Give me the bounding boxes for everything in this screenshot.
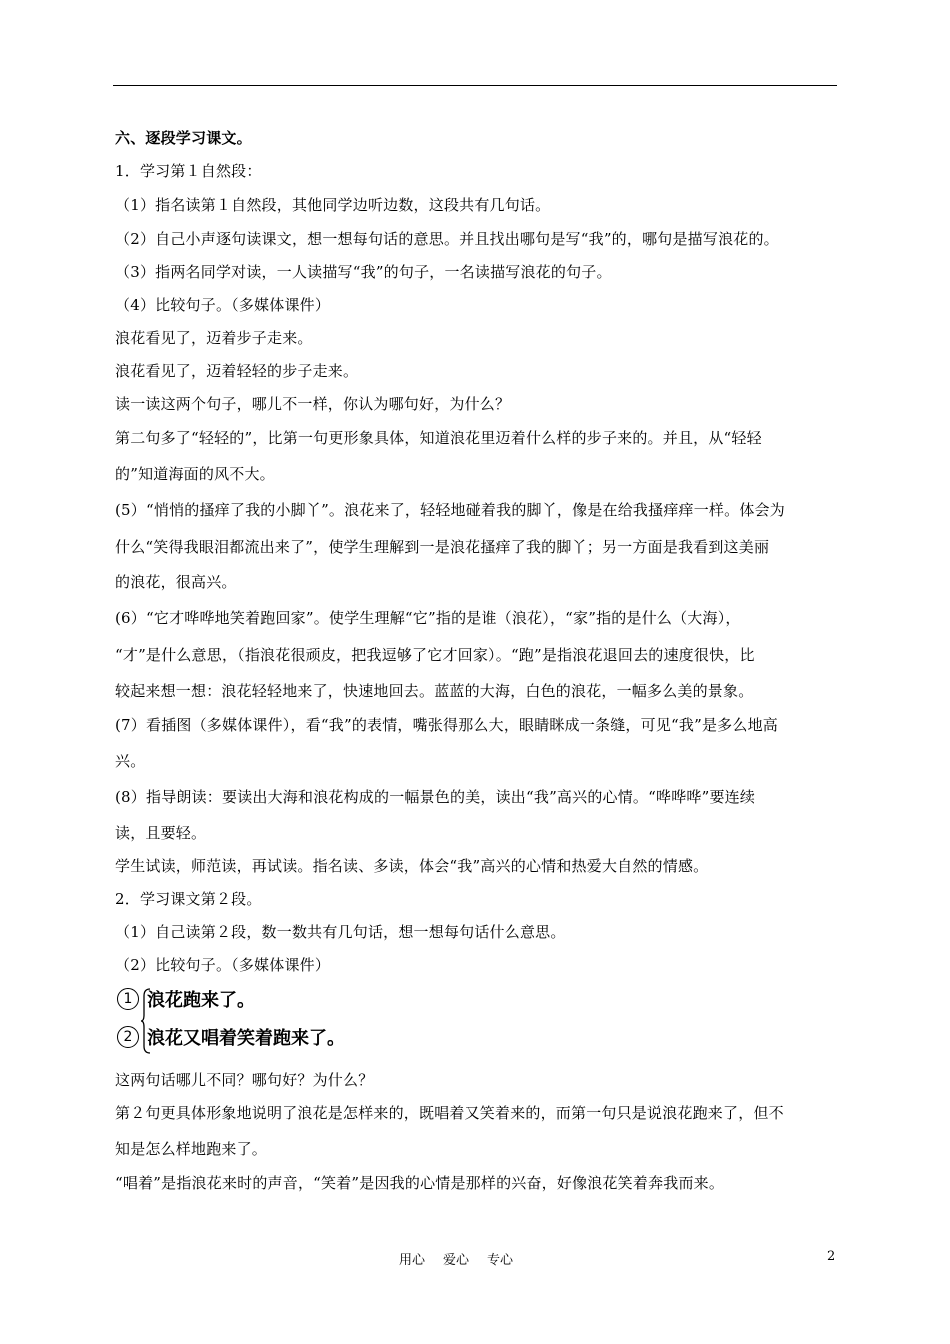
- footer-motto-word: 用心: [399, 1253, 426, 1268]
- part1-heading: 1．学习第１自然段：: [115, 162, 262, 180]
- circled-number-2: 2: [117, 1026, 139, 1048]
- paragraph-line: （2）比较句子。（多媒体课件）: [115, 956, 331, 974]
- paragraph-line: 浪花看见了，迈着轻轻的步子走来。: [115, 362, 359, 380]
- paragraph-line: (7）看插图（多媒体课件），看“我”的表情，嘴张得那么大，眼睛眯成一条缝，可见“我”是多么地高: [115, 716, 778, 734]
- comparison-sentence-2: [117, 1024, 345, 1052]
- paragraph-line: 知是怎么样地跑来了。: [115, 1140, 268, 1158]
- paragraph-line: “才”是什么意思，（指浪花很顽皮，把我逗够了它才回家）。“跑”是指浪花退回去的速度很快，比: [115, 646, 755, 664]
- paragraph-line: 学生试读，师范读，再试读。指名读、多读，体会“我”高兴的心情和热爱大自然的情感。: [115, 857, 709, 875]
- paragraph-line: （4）比较句子。（多媒体课件）: [115, 296, 331, 314]
- footer-motto-word: 爱心: [443, 1253, 470, 1268]
- paragraph-line: （3）指两名同学对读，一人读描写“我”的句子，一名读描写浪花的句子。: [115, 263, 612, 281]
- paragraph-line: 兴。: [115, 752, 146, 770]
- footer-motto: [399, 1249, 531, 1268]
- paragraph-line: “唱着”是指浪花来时的声音，“笑着”是因我的心情是那样的兴奋，好像浪花笑着奔我而来。: [115, 1174, 725, 1192]
- sentence-comparison-figure: [117, 986, 417, 1056]
- comparison-text: 浪花跑来了。: [147, 990, 255, 1011]
- paragraph-line: (6）“它才哗哗地笑着跑回家”。使学生理解“它”指的是谁（浪花），“家”指的是什么（大海），: [115, 609, 741, 627]
- paragraph-line: 读，且要轻。: [115, 824, 207, 842]
- paragraph-line: 第２句更具体形象地说明了浪花是怎样来的，既唱着又笑着来的，而第一句只是说浪花跑来了，但不: [115, 1104, 784, 1122]
- paragraph-line: （1）自己读第２段，数一数共有几句话，想一想每句话什么意思。: [115, 923, 566, 941]
- footer-motto-word: 专心: [487, 1253, 514, 1268]
- paragraph-line: 浪花看见了，迈着步子走来。: [115, 329, 313, 347]
- paragraph-line: (8）指导朗读：要读出大海和浪花构成的一幅景色的美，读出“我”高兴的心情。“哗哗哗”要连续: [115, 788, 756, 806]
- part2-heading: 2．学习课文第２段。: [115, 890, 262, 908]
- paragraph-line: 第二句多了“轻轻的”，比第一句更形象具体，知道浪花里迈着什么样的步子来的。并且，从“轻轻: [115, 429, 762, 447]
- header-rule: [113, 85, 837, 86]
- paragraph-line: 较起来想一想：浪花轻轻地来了，快速地回去。蓝蓝的大海，白色的浪花，一幅多么美的景象。: [115, 682, 754, 700]
- paragraph-line: 的浪花，很高兴。: [115, 573, 237, 591]
- paragraph-line: （2）自己小声逐句读课文，想一想每句话的意思。并且找出哪句是写“我”的，哪句是描写浪花的。: [115, 230, 779, 248]
- comparison-text: 浪花又唱着笑着跑来了。: [147, 1028, 345, 1049]
- section-heading: 六、逐段学习课文。: [115, 129, 252, 147]
- paragraph-line: 的”知道海面的风不大。: [115, 465, 275, 483]
- circled-number-1: 1: [117, 988, 139, 1010]
- page-number: 2: [827, 1249, 836, 1264]
- paragraph-line: (5）“悄悄的搔痒了我的小脚丫”。浪花来了，轻轻地碰着我的脚丫，像是在给我搔痒痒一样。体会为: [115, 501, 785, 519]
- comparison-sentence-1: [117, 986, 255, 1014]
- paragraph-line: （1）指名读第１自然段，其他同学边听边数，这段共有几句话。: [115, 196, 551, 214]
- paragraph-line: 什么“笑得我眼泪都流出来了”，使学生理解到一是浪花搔痒了我的脚丫；另一方面是我看到这美丽: [115, 538, 770, 556]
- paragraph-line: 这两句话哪儿不同？哪句好？为什么？: [115, 1071, 374, 1089]
- paragraph-line: 读一读这两个句子，哪儿不一样，你认为哪句好，为什么？: [115, 395, 511, 413]
